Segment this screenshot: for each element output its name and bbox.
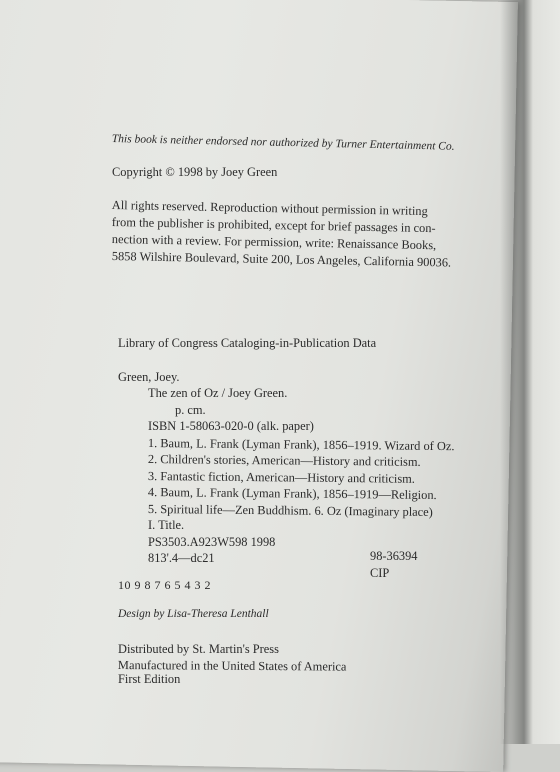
rights-line: from the publisher is prohibited, except for brief passages in con- [111, 215, 436, 236]
rights-line: All rights reserved. Reproduction without permission in writing [111, 198, 428, 219]
cip-subject: 4. Baum, L. Frank (Lyman Frank), 1856–1919—Religion. [147, 485, 437, 503]
cip-heading: Library of Congress Cataloging-in-Publication Data [118, 336, 377, 350]
rights-line: 5858 Wilshire Boulevard, Suite 200, Los Angeles, California 90036. [111, 249, 452, 270]
rights-line: nection with a review. For permission, write: Renaissance Books, [111, 232, 437, 253]
cip-call-number: PS3503.A923W598 1998 [148, 535, 276, 549]
printing-line: 10 9 8 7 6 5 4 3 2 [118, 578, 211, 592]
cip-author: Green, Joey. [118, 370, 180, 384]
cip-lccn: 98-36394 [370, 549, 418, 563]
distribution-line: Manufactured in the United States of America [117, 658, 347, 674]
copyright-line: Copyright © 1998 by Joey Green [112, 165, 278, 179]
distribution-line: Distributed by St. Martin's Press [118, 642, 279, 656]
cip-subject: 1. Baum, L. Frank (Lyman Frank), 1856–1919. Wizard of Oz. [147, 436, 455, 454]
cip-subject: 2. Children's stories, American—History and criticism. [147, 452, 421, 469]
cip-dewey: 813'.4—dc21 [148, 551, 215, 565]
notice-line: This book is neither endorsed nor authorized by Turner Entertainment Co. [111, 132, 455, 153]
distribution-line: First Edition [118, 672, 181, 686]
cip-title: The zen of Oz / Joey Green. [148, 386, 288, 400]
cip-pages: p. cm. [175, 403, 206, 417]
cip-subject: 5. Spiritual life—Zen Buddhism. 6. Oz (Imaginary place) [147, 502, 433, 519]
cip-label: CIP [370, 566, 390, 580]
cip-subject: 3. Fantastic fiction, American—History and criticism. [147, 469, 416, 486]
cip-isbn: ISBN 1-58063-020-0 (alk. paper) [148, 419, 314, 433]
design-credit: Design by Lisa-Theresa Lenthall [118, 608, 269, 620]
cip-subject: I. Title. [148, 518, 185, 532]
